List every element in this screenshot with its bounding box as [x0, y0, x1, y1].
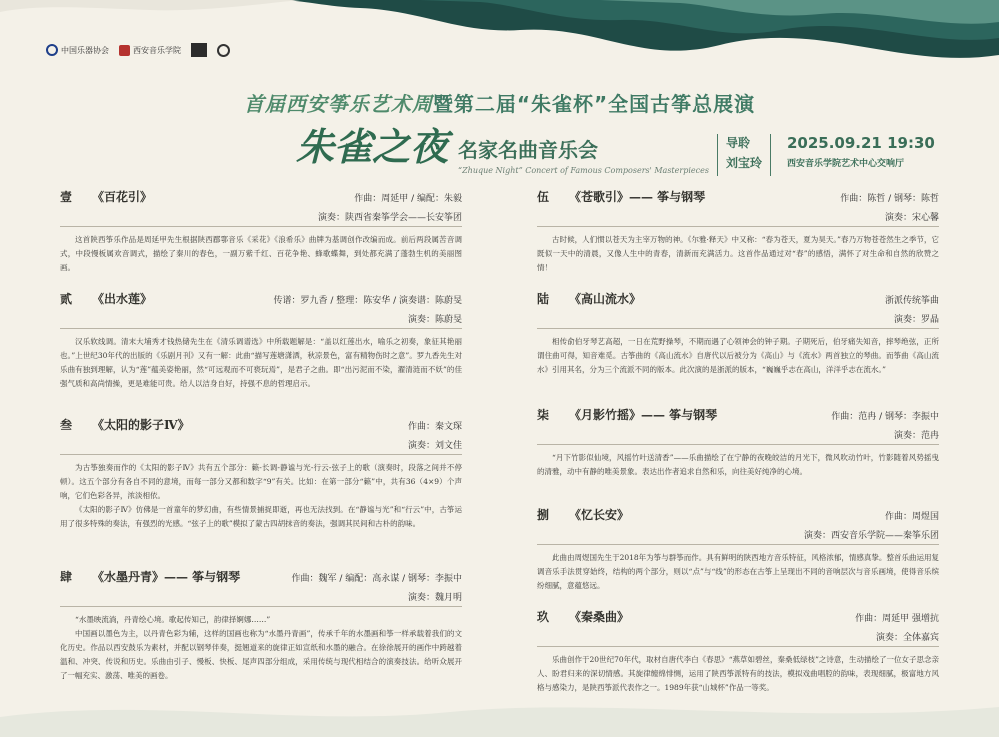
piece-performer: 演奏：刘文佳: [407, 441, 462, 451]
piece-description: [60, 461, 462, 531]
program-item: [537, 290, 939, 377]
square-emblem-icon: [191, 43, 207, 57]
piece-title: 《月影竹摇》—— 筝与钢琴: [569, 408, 718, 422]
divider: [770, 134, 771, 176]
divider: [537, 328, 939, 329]
concert-english-title: “Zhuque Night” Concert of Famous Composers' Masterpieces: [458, 166, 709, 175]
program-item: [537, 406, 939, 479]
piece-title: 《水墨丹青》—— 筝与钢琴: [92, 570, 241, 584]
piece-title: 《苍歌引》—— 筝与钢琴: [569, 190, 706, 204]
circle-emblem-icon: [217, 44, 230, 57]
divider: [537, 444, 939, 445]
description-paragraph: 乐曲创作于20世纪70年代，取材自唐代李白《春思》“燕草如碧丝，秦桑低绿枝”之诗意，生动描绘了一位女子思念亲人、盼君归来的深切情感。其旋律缠绵悱恻，运用了陕西筝派特有的技法，模拟戏曲唱腔的韵味，表现细腻，极富地方风格与感染力，是陕西筝派代表作之一。1989年获“山城杯”作品一等奖。: [537, 655, 939, 692]
piece-description: [537, 551, 939, 593]
piece-credit: 作曲：范冉 / 钢琴：李振中: [831, 412, 939, 422]
item-number: 壹: [60, 190, 73, 204]
piece-description: [60, 233, 462, 275]
description-paragraph: 为古筝独奏而作的《太阳的影子Ⅳ》共有五个部分：籁-长调-静谧与光-行云-弦子上的歌（演奏时，段落之间并不停顿）。这五个部分有各自不同的意境，而每一部分又都和数字“9”有关。比如：在第一部分“籁”中，共有36（4×9）个声响，它们色彩各异，浓淡相依。: [60, 463, 462, 500]
piece-credit: 传谱：罗九香 / 整理：陈安华 / 演奏谱：陈蔚旻: [273, 296, 462, 306]
concert-name: 名家名曲音乐会: [458, 138, 599, 162]
logo-fourth: [217, 44, 230, 57]
sponsor-logos: [46, 43, 230, 57]
piece-title: 《忆长安》: [569, 508, 630, 522]
description-paragraph: 《太阳的影子Ⅳ》仿佛是一首童年的梦幻曲，有些情景捕捉即逝，再也无法找到。在“静谧与光”和“行云”中，古筝运用了很多特殊的奏法，有强烈的光感。“弦子上的歌”模拟了蒙古四胡抹音的奏法，强调其民间和古朴的韵味。: [60, 505, 462, 528]
concert-brush-title: 朱雀之夜: [296, 124, 449, 169]
piece-credit: 作曲：魏军 / 编配：高永谋 / 钢琴：李振中: [291, 574, 462, 584]
piece-credit: 作曲：秦文琛: [407, 422, 462, 432]
bottom-wave-decoration: [0, 677, 999, 737]
logo-music-association: 中国乐器协会: [46, 44, 109, 56]
description-paragraph: 汉乐软线调。清末大埔秀才钱热储先生在《清乐调谱选》中所载题解是：“盖以红莲出水，喻乐之初奏，象征其艳丽也。”上世纪30年代的出版的《乐剧月刊》又有一解：此曲“描写莲塘潇洒，秋凉景色，富有精物伤时之意”。罗九香先生对乐曲有独到理解，认为“莲”蕴美姿艳丽，然“可远观而不可亵玩焉”，是君子之曲。即“出污泥而不染，濯清涟而不妖”的佳强气质和高尚情操，更是难能可贵。给人以洁身自好，持强不息的哲理启示。: [60, 337, 462, 388]
piece-performer: 演奏：魏月明: [407, 593, 462, 603]
conservatory-emblem-icon: [119, 45, 130, 56]
item-number: 叁: [60, 418, 73, 432]
description-paragraph: 中国画以墨色为主，以丹青色彩为辅，这样的国画也称为“水墨丹青画”，传承千年的水墨画和筝一样承载着我们的文化历史。作品以西安鼓乐为素材，并配以钢琴伴奏，挺翘道来的旋律正如宣纸和水墨的融合。在徐徐展开的画作中跨越着温和、冲突、传说和历史。乐曲由引子、慢板、快板、尾声四部分组成，采用传统与现代相结合的演奏技法。给听众展开了一幅充实、激荡、唯美的画卷。: [60, 629, 462, 680]
piece-performer: 演奏：宋心馨: [884, 213, 939, 223]
piece-credit: 作曲：周延甲 / 编配：朱毅: [354, 194, 462, 204]
logo-conservatory: 西安音乐学院: [119, 45, 181, 56]
item-number: 陆: [537, 292, 550, 306]
piece-credit: 作曲：周延甲 强增抗: [855, 614, 939, 624]
item-number: 肆: [60, 570, 73, 584]
description-paragraph: “水墨映流淌，丹青绘心境。歌起传知己，韵律择婀娜……”: [75, 615, 271, 624]
piece-performer: 演奏：范冉: [893, 431, 939, 441]
piece-credit: 作曲：周煜国: [884, 512, 939, 522]
piece-performer: 演奏：罗晶: [893, 315, 939, 325]
piece-credit: 浙派传统筝曲: [884, 296, 939, 306]
program-item: [60, 568, 462, 683]
divider: [60, 454, 462, 455]
concert-banner: [296, 124, 935, 184]
description-paragraph: 古时候，人们惯以苍天为主宰万物的神。《尔雅·释天》中又称：“春为苍天，夏为昊天。”春乃万物苍苍然生之季节，它既似一天中的清晨，又像人生中的青春，清新而充满活力。这首作品通过对“春”的感悟，满怀了对生命和自然的欣赞之情！: [537, 235, 939, 272]
divider: [537, 226, 939, 227]
item-number: 柒: [537, 408, 550, 422]
description-paragraph: “月下竹影似仙境，风摇竹叶送清香”——乐曲描绘了在宁静的夜晚皎洁的月光下，微风吹动竹叶，竹影随着风势摇曳的清雅，动中有静的唯美景象。表达出作者追求自然和乐，向往美好纯净的心境。: [537, 453, 939, 476]
program-item: [60, 188, 462, 275]
divider: [60, 226, 462, 227]
piece-description: [537, 335, 939, 377]
description-paragraph: 这首陕西筝乐作品是周延甲先生根据陕西郿鄠音乐《采花》《浪希乐》曲牌为基调创作改编而成。前后两段属苦音调式，中段慢板属欢音调式，描绘了秦川的春色，一副万紫千红、百花争艳、蜂歌蝶舞，到处都充满了蓬勃生机的美丽图画。: [60, 235, 462, 272]
association-emblem-icon: [46, 44, 58, 56]
piece-performer: 演奏：全体嘉宾: [875, 633, 939, 643]
program-item: [537, 506, 939, 593]
date-venue: 2025.09.21 19:30 西安音乐学院艺术中心交响厅: [786, 134, 935, 169]
program-item: [537, 188, 939, 275]
item-number: 捌: [537, 508, 550, 522]
piece-credit: 作曲：陈哲 / 钢琴：陈哲: [840, 194, 939, 204]
description-paragraph: 此曲由周煜国先生于2018年为筝与群筝而作。具有鲜明的陕西地方音乐特征，风格浓郁，情感真挚。整首乐曲运用复调音乐手法贯穿始终，结构的两个部分，则以“点”与“线”的形态在古筝上呈现出不同的音响层次与音乐画境，使得音乐缤纷细腻，意蕴悠远。: [537, 553, 939, 590]
piece-title: 《出水莲》: [92, 292, 153, 306]
piece-description: [60, 335, 462, 391]
piece-title: 《太阳的影子Ⅳ》: [92, 418, 190, 432]
event-title: 首届西安筝乐艺术周暨第二届“朱雀杯”全国古筝总展演: [243, 92, 756, 116]
logo-third: [191, 43, 207, 57]
piece-description: [60, 613, 462, 683]
program-item: [60, 416, 462, 531]
piece-title: 《秦桑曲》: [569, 610, 630, 624]
piece-title: 《百花引》: [92, 190, 153, 204]
program-item: [60, 290, 462, 391]
divider: [537, 544, 939, 545]
piece-description: [537, 451, 939, 479]
divider: [717, 134, 718, 176]
divider: [60, 328, 462, 329]
item-number: 伍: [537, 190, 550, 204]
divider: [60, 606, 462, 607]
divider: [537, 646, 939, 647]
piece-title: 《高山流水》: [569, 292, 642, 306]
item-number: 玖: [537, 610, 550, 624]
guide-info: 导聆 刘宝玲: [725, 136, 762, 170]
item-number: 贰: [60, 292, 73, 306]
description-paragraph: 相传俞伯牙琴艺高超，一日在荒野操琴，不期而遇了心领神会的钟子期。子期死后，伯牙痛失知音，摔琴绝弦，正所谓住曲可得，知音难觅。古筝曲的《高山流水》自唐代以后被分为《高山》与《流水》两首独立的琴曲。而筝曲《高山流水》引用其名，分为三个流派不同的版本。此次演的是浙派的版本，“巍巍乎志在高山，洋洋乎志在流水。”: [537, 337, 939, 374]
piece-performer: 演奏：陕西省秦筝学会——长安筝团: [317, 213, 462, 223]
piece-performer: 演奏：陈蔚旻: [407, 315, 462, 325]
piece-description: [537, 233, 939, 275]
piece-performer: 演奏：西安音乐学院——秦筝乐团: [803, 531, 939, 541]
